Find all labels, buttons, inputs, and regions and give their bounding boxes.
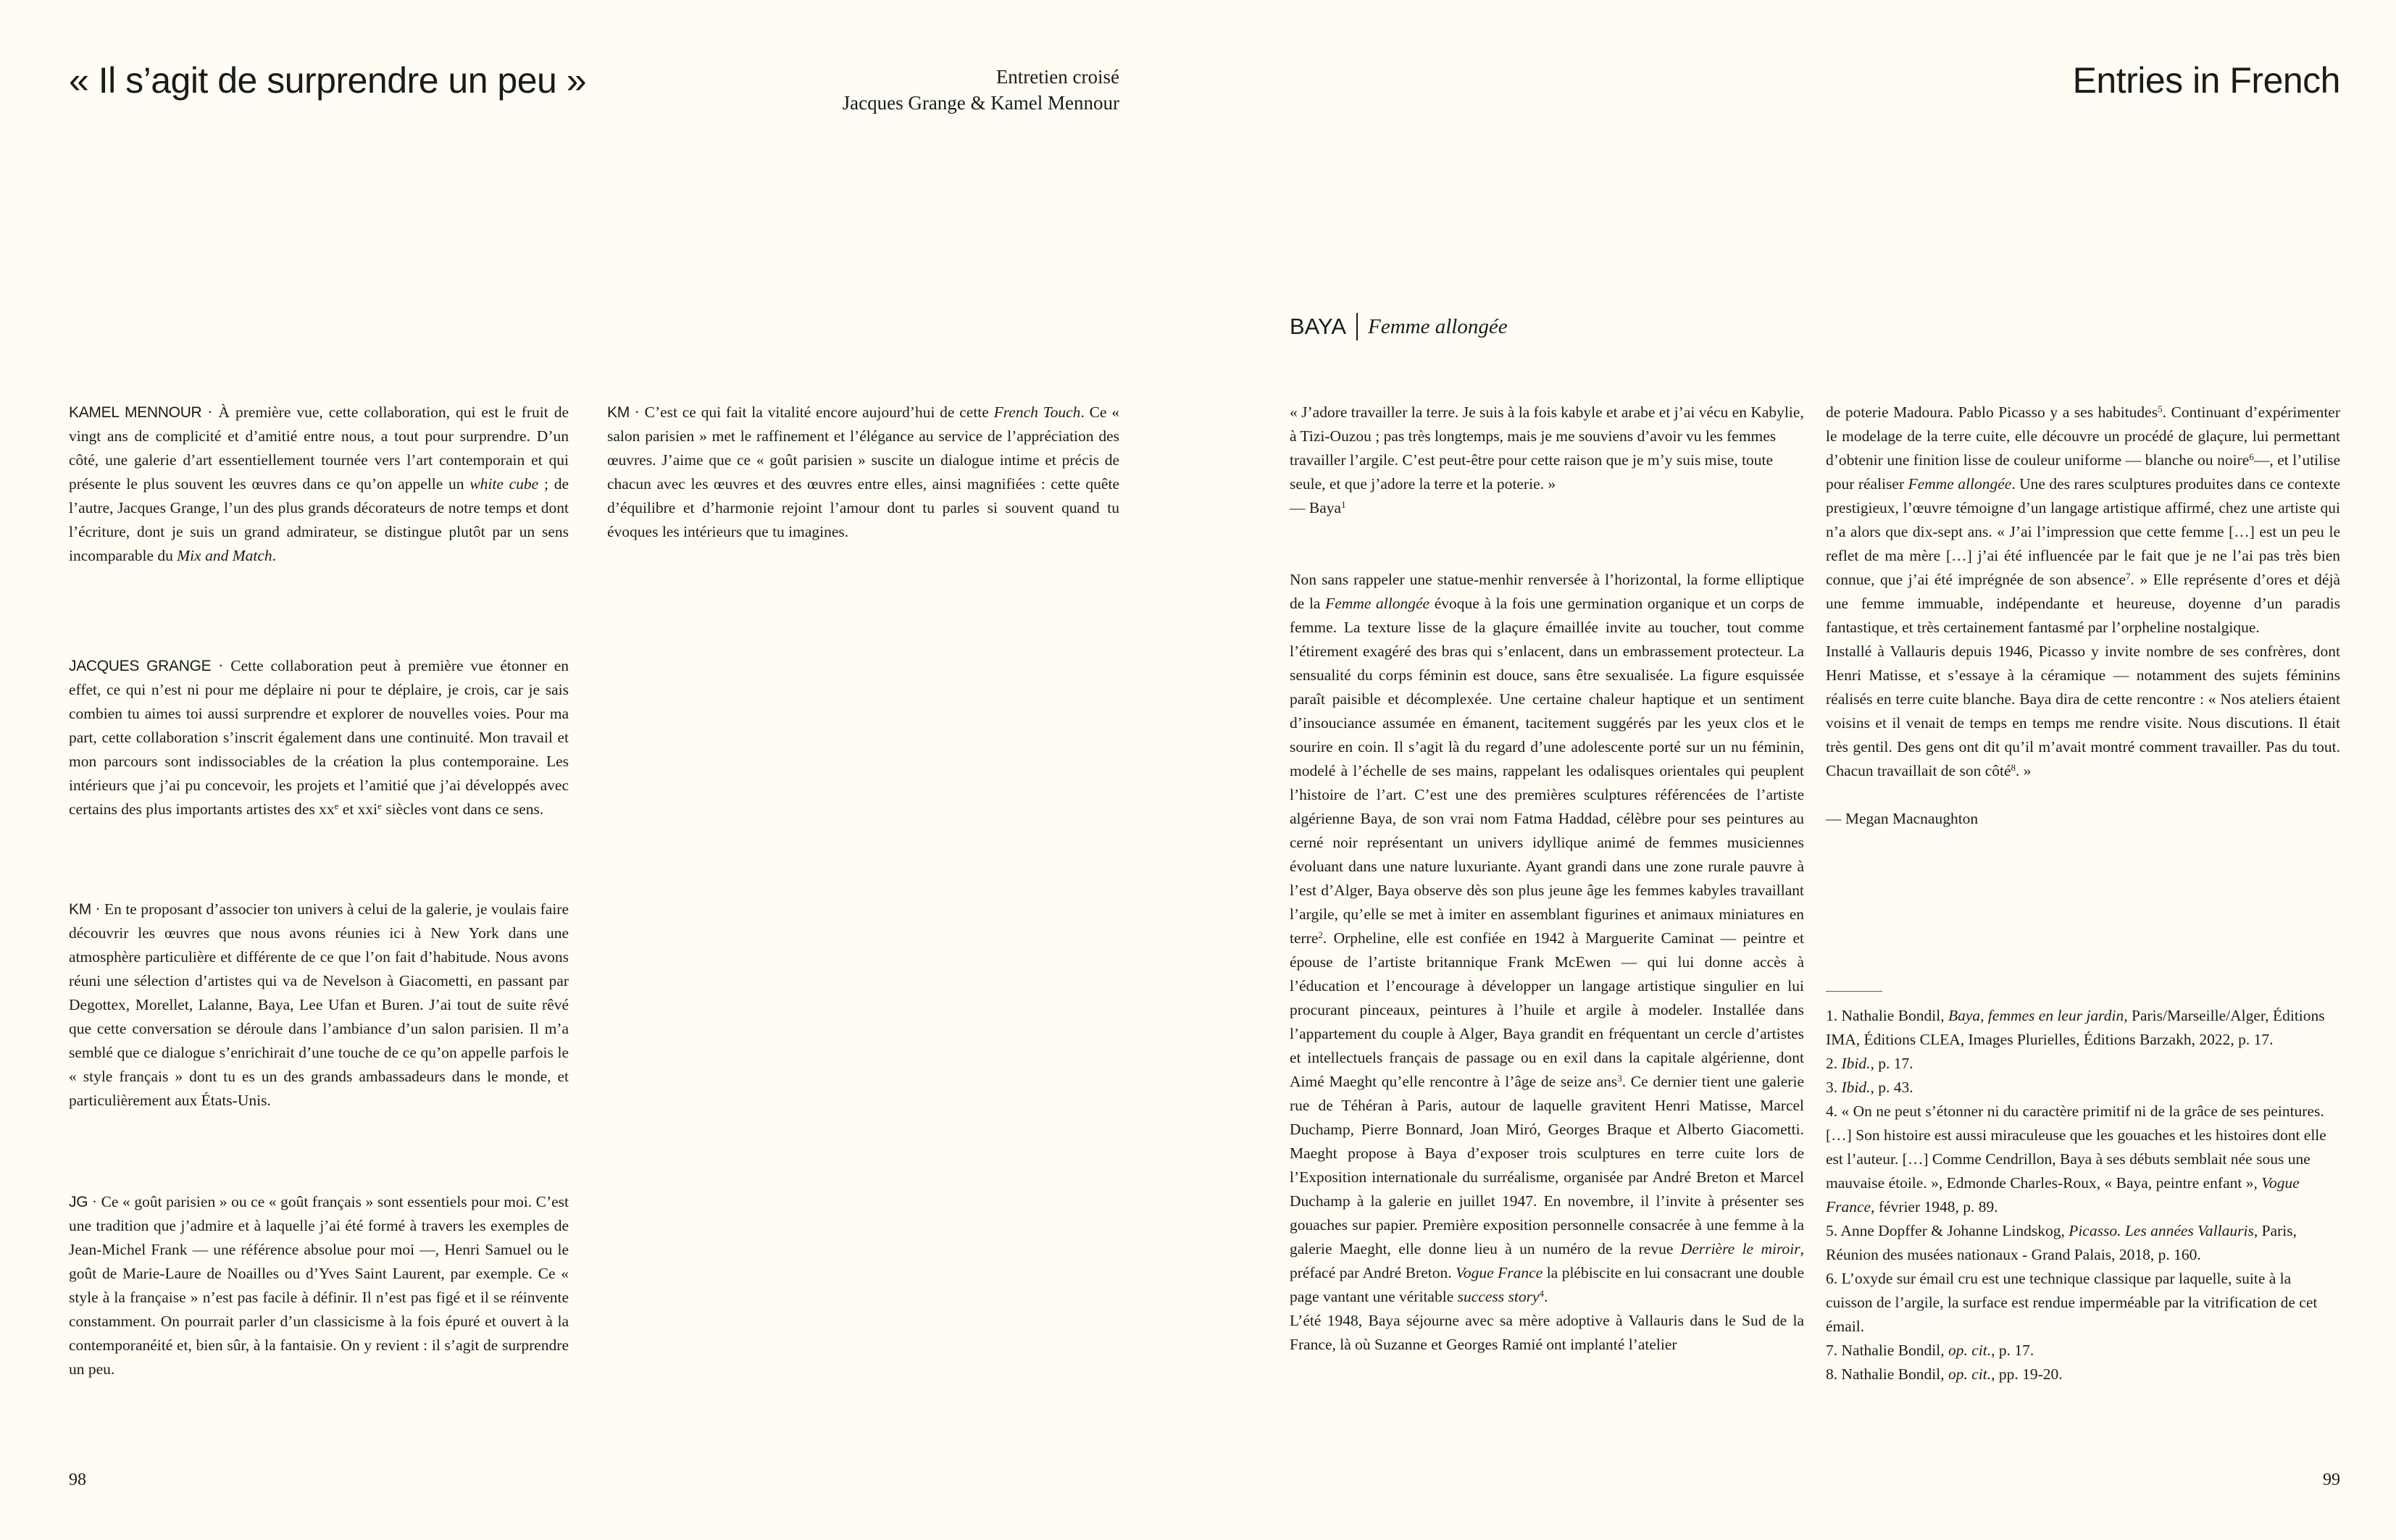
italic-text: Femme allongée — [1325, 595, 1430, 612]
speaker-name: KAMEL MENNOUR — [69, 404, 202, 421]
text-run: , p. 43. — [1870, 1079, 1913, 1096]
text-run: . Une des rares sculptures produites dans ce contexte prestigieux, l’œuvre témoigne d’un langage artistique affirmé, chez une artiste qui n’a alors que dix-sept ans. « J’ai l’impression que cette femme […] est un peu le reflet de ma mère […] j’ai été influencée par le fait que je ne l’ai pas très bien connue, que j’ai été imprégnée de son absence — [1826, 475, 2340, 588]
text-run: 8. Nathalie Bondil, — [1826, 1365, 1948, 1383]
essay-paragraph — [1826, 401, 2340, 640]
essay-paragraph — [1826, 640, 2340, 783]
dialogue-paragraph — [69, 897, 569, 1113]
interview-title: « Il s’agit de surprendre un peu » — [69, 60, 587, 101]
text-run: . — [1543, 1288, 1548, 1305]
artist-quote — [1290, 401, 1804, 496]
footnote-ref: 6 — [2249, 451, 2254, 462]
text-run: À première vue, cette collaboration, qui est le fruit de vingt ans de complicité et d’amitié entre nous, a tout pour surprendre. D’un côté, une galerie d’art essentiellement tournée vers l’art contemporain et qui présente le plus souvent les œuvres dans ce qu’on appelle un — [69, 403, 569, 493]
speaker-name: KM — [69, 901, 91, 918]
italic-text: success story — [1457, 1288, 1540, 1305]
dialogue-paragraph — [69, 1190, 569, 1381]
speaker-separator: · — [88, 1193, 101, 1210]
dialogue-paragraph — [607, 401, 1119, 544]
speaker-name: KM — [607, 404, 630, 421]
interview-subtitle — [843, 64, 1119, 116]
text-run: siècles vont dans ce sens. — [381, 800, 544, 818]
artist-name: BAYA — [1290, 314, 1347, 339]
text-run: , pp. 19-20. — [1991, 1365, 2063, 1383]
footnote-ref: 3 — [1617, 1073, 1622, 1084]
italic-text: op. cit. — [1948, 1342, 1992, 1359]
section-title: Entries in French — [2072, 60, 2340, 101]
text-run: , février 1948, p. 89. — [1871, 1198, 1998, 1215]
page-number-left: 98 — [69, 1470, 86, 1489]
text-run: ; de l’autre, Jacques Grange, l’un des plus grands décorateurs de notre temps et dont l’écriture, dont je suis un grand admirateur, se distingue plutôt par un sens incomparable du — [69, 475, 569, 564]
subtitle-line-2: Jacques Grange & Kamel Mennour — [842, 92, 1119, 114]
text-run: 5. Anne Dopffer & Johanne Lindskog, — [1826, 1222, 2069, 1239]
footnote-ref: 4 — [1539, 1288, 1544, 1299]
italic-text: Vogue France — [1826, 1174, 2300, 1215]
text-run: —, et l’utilise pour réaliser — [1826, 451, 2340, 493]
text-run: Installé à Vallauris depuis 1946, Picasso y invite nombre de ses confrères, dont Henri Matisse, et s’essaye à la céramique — notamment des sujets féminins réalisés en terre cuite blanche. Baya dira de cette rencontre : « Nos ateliers étaient voisins et il venait de temps en temps me rendre visite. Nous discutions. Il était très gentil. Des gens ont dit qu’il m’avait montré comment travailler. Pas du tout. Chacun travaillait de son côté — [1826, 643, 2340, 779]
text-run: L’été 1948, Baya séjourne avec sa mère adoptive à Vallauris dans le Sud de la France, là où Suzanne et Georges Ramié ont implanté l’atelier — [1290, 1312, 1804, 1353]
footnote-divider — [1826, 991, 1882, 992]
speaker-separator: · — [211, 657, 231, 674]
footnote-ref: e — [334, 800, 339, 811]
text-run: C’est ce qui fait la vitalité encore aujourd’hui de cette — [644, 403, 994, 421]
essay-paragraph — [1290, 1309, 1804, 1357]
italic-text: Mix and Match — [177, 547, 272, 564]
text-run: évoque à la fois une germination organique et un corps de femme. La texture lisse de la glaçure émaillée invite au toucher, tout comme l’étirement exagéré des bras qui s’enlacent, dans un embrassement protecteur. La sensualité du corps féminin est douce, sans être sexualisée. La figure esquissée paraît paisible et décomplexée. Une certaine chaleur haptique et un sentiment d’insouciance assumée en émanent, tacitement suggérés par les yeux clos et le sourire en coin. Il s’agit là du regard d’une adolescente porté sur un nu féminin, modelé à l’échelle de ses mains, rappelant les odalisques orientales qui peuplent l’histoire de l’art. C’est une des premières sculptures référencées de l’artiste algérienne Baya, de son vrai nom Fatma Haddad, célèbre pour ses peintures au cerné noir représentant un univers idyllique animé de femmes musiciennes évoluant dans une nature luxuriante. Ayant grandi dans une zone rurale pauvre à l’est d’Alger, Baya observe dès son plus jeune âge les femmes kabyles travaillant l’argile, qu’elle se met à imiter en assemblant figurines et animaux miniatures en terre — [1290, 595, 1804, 947]
text-run: . » Elle représente d’ores et déjà une femme immuable, indépendante et heureuse, doyenne d’un paradis fantastique, et très certainement fantasmé par l’orpheline nostalgique. — [1826, 571, 2340, 636]
footnote — [1826, 1219, 2333, 1267]
left-column-2 — [607, 401, 1119, 544]
dialogue-paragraph — [69, 401, 569, 568]
text-run: . Ce « salon parisien » met le raffinement et l’élégance au service de l’appréciation des œuvres. J’aime que ce « goût parisien » suscite un dialogue intime et précis de chacun avec les œuvres et des œuvres entre elles, ainsi magnifiées : cette quête d’équilibre et d’harmonie rejoint l’amour dont tu parles si souvent quand tu évoques les intérieurs que tu imagines. — [607, 403, 1119, 540]
left-column-1 — [69, 401, 569, 1378]
text-run: . — [272, 547, 276, 564]
text-run: « J’adore travailler la terre. Je suis à la fois kabyle et arabe et j’ai vécu en Kabylie, à Tizi-Ouzou ; pas très longtemps, mais je me souviens d’avoir vu les femmes travailler l’argile. C’est peut-être pour cette raison que je m’y suis mise, toute seule, et que j’adore la terre et la poterie. » — [1290, 403, 1804, 493]
text-run: . Ce dernier tient une galerie rue de Téhéran à Paris, autour de laquelle gravitent Henri Matisse, Marcel Duchamp, Pierre Bonnard, Joan Miró, Georges Braque et Alberto Giacometti. Maeght propose à Baya d’exposer trois sculptures en terre cuite lors de l’Exposition internationale du surréalisme, organisée par André Breton et Marcel Duchamp à la galerie en juillet 1947. En novembre, il l’invite à présenter ses gouaches sur papier. Première exposition personnelle consacrée à une femme à la galerie Maeght, elle donne lieu à un numéro de la revue — [1290, 1073, 1804, 1257]
dialogue-paragraph — [69, 654, 569, 821]
subtitle-line-1: Entretien croisé — [995, 66, 1119, 88]
text-run: Non sans rappeler une statue-menhir renversée à l’horizontal, la forme elliptique de la — [1290, 571, 1804, 612]
text-run: , p. 17. — [1870, 1055, 1913, 1072]
footnote-ref: e — [377, 800, 382, 811]
text-run: et xxi — [338, 800, 378, 818]
speaker-separator: · — [201, 403, 219, 421]
italic-text: Ibid. — [1841, 1055, 1871, 1072]
text-run: — Baya — [1290, 499, 1342, 516]
text-run: En te proposant d’associer ton univers à celui de la galerie, je voulais faire découvrir les œuvres que nous avons réunies ici à New York dans une atmosphère particulière et différente de ce que l’on fait d’habitude. Nous avons réuni une sélection d’artistes qui va de Nevelson à Giacometti, en passant par Degottex, Morellet, Lalanne, Baya, Lee Ufan et Buren. J’ai tout de suite rêvé que cette conversation se déroule dans l’ambiance d’un salon parisien. Il m’a semblé que ce dialogue s’enrichirait d’une touche de ce qu’on appelle parfois le « style français » dont tu es un des grands ambassadeurs dans le monde, et particulièrement aux États-Unis. — [69, 900, 569, 1109]
speaker-name: JG — [69, 1194, 88, 1210]
italic-text: Vogue France — [1456, 1264, 1543, 1281]
italic-text: white cube — [469, 475, 539, 493]
footnote — [1826, 1052, 2333, 1076]
footnote — [1826, 1076, 2333, 1100]
footnote-ref: 1 — [1341, 499, 1346, 510]
italic-text: Derrière le miroir — [1680, 1240, 1800, 1257]
speaker-name: JACQUES GRANGE — [69, 658, 212, 674]
text-run: 4. « On ne peut s’étonner ni du caractère primitif ni de la grâce de ses peintures. […] Son histoire est aussi miraculeuse que les gouaches et les histoires dont elle est l’auteur. […] Comme Cendrillon, Baya à ses débuts semblait née sous une mauvaise étoile. », Edmonde Charles-Roux, « Baya, peintre enfant », — [1826, 1102, 2326, 1192]
footnote — [1826, 1004, 2333, 1052]
right-column-2 — [1826, 401, 2340, 831]
footnote-ref: 5 — [2158, 403, 2163, 414]
footnote — [1826, 1339, 2333, 1363]
text-run: Ce « goût parisien » ou ce « goût français » sont essentiels pour moi. C’est une tradition que j’admire et à laquelle j’ai été formé à travers les exemples de Jean-Michel Frank — une référence absolue pour moi —, Henri Samuel ou le goût de Marie-Laure de Noailles ou d’Yves Saint Laurent, par exemple. Ce « style à la française » n’est pas facile à définir. Il n’est pas figé et il se réinvente constamment. On pourrait parler d’un classicisme à la fois épuré et ouvert à la contemporanéité et, bien sûr, à la fantaisie. On y revient : il s’agit de surprendre un peu. — [69, 1193, 569, 1378]
text-run: . Orpheline, elle est confiée en 1942 à Marguerite Caminat — peintre et épouse de l’artiste britannique Frank McEwen — qui lui donne accès à l’éducation et l’encourage à développer un langage artistique singulier en lui procurant pinceaux, peintures à l’huile et argile à modeler. Installée dans l’appartement du couple à Alger, Baya grandit en fréquentant un cercle d’artistes et intellectuels français de passage ou en exil dans la capitale algérienne, dont Aimé Maeght qu’elle rencontre à l’âge de seize ans — [1290, 929, 1804, 1090]
right-column-1 — [1290, 401, 1804, 1357]
text-run: , p. 17. — [1991, 1342, 2034, 1359]
footnotes — [1826, 1004, 2333, 1386]
text-run: , Paris, Réunion des musées nationaux - Grand Palais, 2018, p. 160. — [1826, 1222, 2297, 1263]
text-run: de poterie Madoura. Pablo Picasso y a ses habitudes — [1826, 403, 2158, 421]
italic-text: Femme allongée — [1908, 475, 2012, 493]
speaker-separator: · — [91, 900, 104, 918]
artwork-heading — [1290, 313, 1508, 340]
footnote — [1826, 1363, 2333, 1386]
text-run: 3. — [1826, 1079, 1842, 1096]
italic-text: Picasso. Les années Vallauris — [2069, 1222, 2254, 1239]
italic-text: Baya, femmes en leur jardin — [1948, 1007, 2124, 1024]
text-run: 1. Nathalie Bondil, — [1826, 1007, 1948, 1024]
page-number-right: 99 — [2323, 1470, 2340, 1489]
italic-text: Ibid. — [1841, 1079, 1871, 1096]
speaker-separator: · — [629, 403, 645, 421]
text-run: 6. L’oxyde sur émail cru est une technique classique par laquelle, suite à la cuisson de l’argile, la surface est rendue imperméable par la vitrification de cet émail. — [1826, 1270, 2318, 1335]
footnote-ref: 8 — [2011, 762, 2016, 773]
text-run: Cette collaboration peut à première vue étonner en effet, ce qui n’est ni pour me déplaire ni pour te déplaire, je crois, car je sais combien tu aimes toi aussi surprendre et explorer de nouvelles voies. Pour ma part, cette collaboration s’inscrit également dans une continuité. Mon travail et mon parcours sont indissociables de la création la plus contemporaine. Les intérieurs que j’ai pu concevoir, les projets et l’amitié que j’ai développés avec certains des plus importants artistes des xx — [69, 657, 569, 818]
footnote-ref: 2 — [1318, 929, 1323, 940]
text-run: la plébiscite en lui consacrant une double page vantant une véritable — [1290, 1264, 1804, 1305]
text-run: 7. Nathalie Bondil, — [1826, 1342, 1948, 1359]
essay-author: — Megan Macnaughton — [1826, 810, 1979, 827]
footnote — [1826, 1100, 2333, 1219]
essay-paragraph — [1290, 568, 1804, 1309]
footnote-ref: 7 — [2126, 571, 2131, 582]
quote-attribution — [1290, 496, 1804, 520]
text-run: 2. — [1826, 1055, 1842, 1072]
text-run: , Paris/Marseille/Alger, Éditions IMA, Éditions CLEA, Images Plurielles, Éditions Barzakh, 2022, p. 17. — [1826, 1007, 2325, 1048]
text-run: . » — [2016, 762, 2032, 779]
heading-divider — [1356, 313, 1358, 340]
text-run: , préfacé par André Breton. — [1290, 1240, 1804, 1281]
text-run: . Continuant d’expérimenter le modelage de la terre cuite, elle découvre un procédé de glaçure, lui permettant d’obtenir une finition lisse de couleur uniforme — blanche ou noire — [1826, 403, 2340, 469]
italic-text: French Touch — [993, 403, 1081, 421]
italic-text: op. cit. — [1948, 1365, 1992, 1383]
artwork-title: Femme allongée — [1368, 314, 1508, 338]
footnote — [1826, 1267, 2333, 1339]
